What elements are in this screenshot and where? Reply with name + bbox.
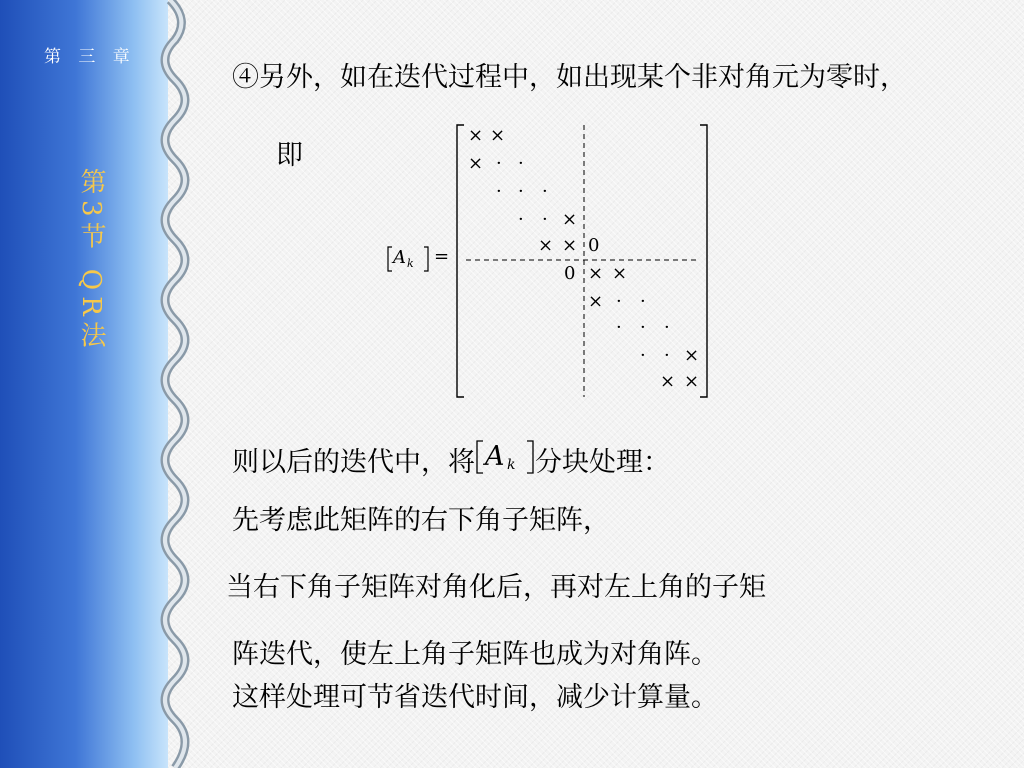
text-line-3-post: 分块处理： [535,447,670,478]
chapter-label: 第 三 章 [44,47,136,67]
matrix-entry: × [588,291,604,312]
decorative-wave-border [150,0,220,768]
matrix-entry: × [660,371,676,392]
matrix-entry: × [490,125,506,146]
matrix-entry: · [640,291,646,312]
matrix-entry: · [616,317,622,338]
matrix-entry: · [616,291,622,312]
text-line-5: 当右下角子矩阵对角化后，再对左上角的子矩 [226,572,766,603]
matrix-entry: × [588,263,604,284]
matrix-entry: · [518,181,524,202]
matrix-entry: × [538,235,554,256]
text-line-3-pre: 则以后的迭代中，将 [232,447,475,478]
inline-brackets [475,437,535,477]
matrix-entry: × [468,125,484,146]
matrix-entry: × [684,345,700,366]
matrix-entry: × [684,371,700,392]
text-ji: 即 [276,140,303,171]
sidebar [0,0,168,768]
text-line-3 [232,440,670,479]
matrix-entry: · [496,153,502,174]
matrix-entry: · [542,181,548,202]
matrix-entry: × [468,153,484,174]
matrix-entry: · [542,209,548,230]
matrix-entry: × [562,209,578,230]
matrix-zero: 0 [588,235,600,256]
matrix-entry: · [664,345,670,366]
text-line-7: 这样处理可节省迭代时间，减少计算量。 [232,682,718,713]
text-line-1: ④另外，如在迭代过程中，如出现某个非对角元为零时， [232,62,907,93]
matrix-entry: × [562,235,578,256]
inline-label-a: A [485,441,505,472]
inline-matrix-ak [475,443,535,477]
matrix-entry: · [664,317,670,338]
matrix-ak [380,115,710,405]
matrix-entry: · [518,153,524,174]
inline-label-k: k [507,457,516,473]
matrix-brackets [380,115,710,405]
matrix-label-a: A [393,247,406,268]
section-title: 第3节 QR法 [76,168,106,354]
matrix-entry: · [640,317,646,338]
matrix-entry: × [612,263,628,284]
matrix-entry: · [640,345,646,366]
matrix-zero: 0 [564,263,576,284]
matrix-label-k: k [407,257,414,270]
matrix-equals: = [434,246,450,267]
text-line-4: 先考虑此矩阵的右下角子矩阵， [232,505,610,536]
matrix-entry: · [496,181,502,202]
matrix-entry: · [518,209,524,230]
text-line-6: 阵迭代，使左上角子矩阵也成为对角阵。 [232,639,718,670]
